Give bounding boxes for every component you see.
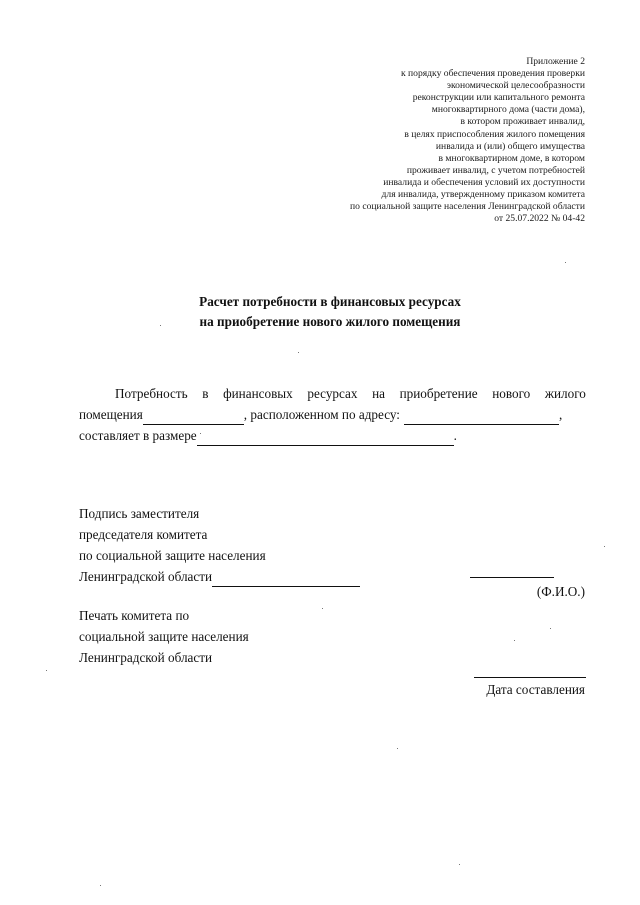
- paragraph-text: помещения: [79, 407, 143, 422]
- scan-speck: [514, 640, 515, 641]
- paragraph-line-1: [79, 383, 586, 404]
- scan-speck: [200, 433, 201, 434]
- paragraph-word: финансовых: [223, 386, 293, 401]
- stamp-line: Ленинградской области: [79, 650, 213, 665]
- appendix-line: в целях приспособления жилого помещения: [404, 128, 585, 140]
- appendix-line: инвалида и обеспечения условий их доступности: [383, 176, 585, 188]
- appendix-line: многоквартирного дома (части дома),: [431, 104, 585, 116]
- paragraph-word: жилого: [544, 386, 586, 401]
- amount-blank-line[interactable]: [197, 431, 454, 446]
- appendix-line: в многоквартирном доме, в котором: [438, 152, 585, 164]
- scan-speck: [100, 885, 101, 886]
- signature-blank-line[interactable]: [212, 572, 360, 587]
- stamp-block: [79, 605, 249, 668]
- paragraph-text: ,: [558, 407, 563, 422]
- appendix-line: по социальной защите населения Ленинградской области: [350, 201, 585, 213]
- scan-speck: [550, 628, 551, 629]
- appendix-line: от 25.07.2022 № 04-42: [494, 213, 585, 225]
- appendix-line: в котором проживает инвалид,: [460, 116, 585, 128]
- stamp-line: Печать комитета по: [79, 608, 190, 623]
- document-title: [0, 292, 640, 332]
- paragraph-word: на: [372, 386, 385, 401]
- scan-speck: [459, 864, 460, 865]
- appendix-line: для инвалида, утвержденному приказом комитета: [381, 189, 585, 201]
- paragraph-text: .: [453, 428, 457, 443]
- scan-speck: [604, 546, 605, 547]
- appendix-line: Приложение 2: [526, 56, 585, 67]
- paragraph-text: составляет в размере: [79, 428, 197, 443]
- appendix-line: реконструкции или капитального ремонта: [412, 92, 585, 104]
- paragraph-line-3: [79, 425, 586, 446]
- main-paragraph: [79, 383, 586, 446]
- fio-label: (Ф.И.О.): [536, 584, 585, 599]
- signature-line: Подпись заместителя: [79, 506, 200, 521]
- paragraph-word: приобретение: [399, 386, 478, 401]
- date-blank-line[interactable]: [474, 677, 586, 678]
- appendix-line: экономической целесообразности: [446, 80, 585, 92]
- title-line-1: Расчет потребности в финансовых ресурсах: [199, 294, 461, 309]
- signature-block: [79, 503, 360, 587]
- appendix-note: [285, 56, 585, 225]
- paragraph-text: , расположенном по адресу:: [243, 407, 400, 422]
- stamp-line: социальной защите населения: [79, 629, 249, 644]
- paragraph-word: нового: [492, 386, 531, 401]
- scan-speck: [160, 325, 161, 326]
- paragraph-word: ресурсах: [307, 386, 358, 401]
- appendix-line: к порядку обеспечения проведения проверки: [400, 68, 585, 80]
- signature-text: Ленинградской области: [79, 569, 213, 584]
- scan-speck: [298, 352, 299, 353]
- fio-blank-line[interactable]: [470, 577, 554, 578]
- scan-speck: [46, 670, 47, 671]
- date-label: Дата составления: [486, 682, 585, 697]
- signature-line: по социальной защите населения: [79, 548, 266, 563]
- paragraph-word: Потребность: [115, 386, 188, 401]
- premises-blank-line[interactable]: [143, 410, 244, 425]
- address-blank-line[interactable]: [404, 410, 559, 425]
- title-line-2: на приобретение нового жилого помещения: [199, 314, 461, 329]
- paragraph-line-2: [79, 404, 586, 425]
- scan-speck: [565, 262, 566, 263]
- appendix-line: проживает инвалид, с учетом потребностей: [406, 164, 585, 176]
- paragraph-word: в: [202, 386, 209, 401]
- appendix-line: инвалида и (или) общего имущества: [435, 140, 585, 152]
- signature-line: председателя комитета: [79, 527, 208, 542]
- signature-line-last: [79, 566, 360, 587]
- scan-speck: [322, 608, 323, 609]
- scan-speck: [397, 748, 398, 749]
